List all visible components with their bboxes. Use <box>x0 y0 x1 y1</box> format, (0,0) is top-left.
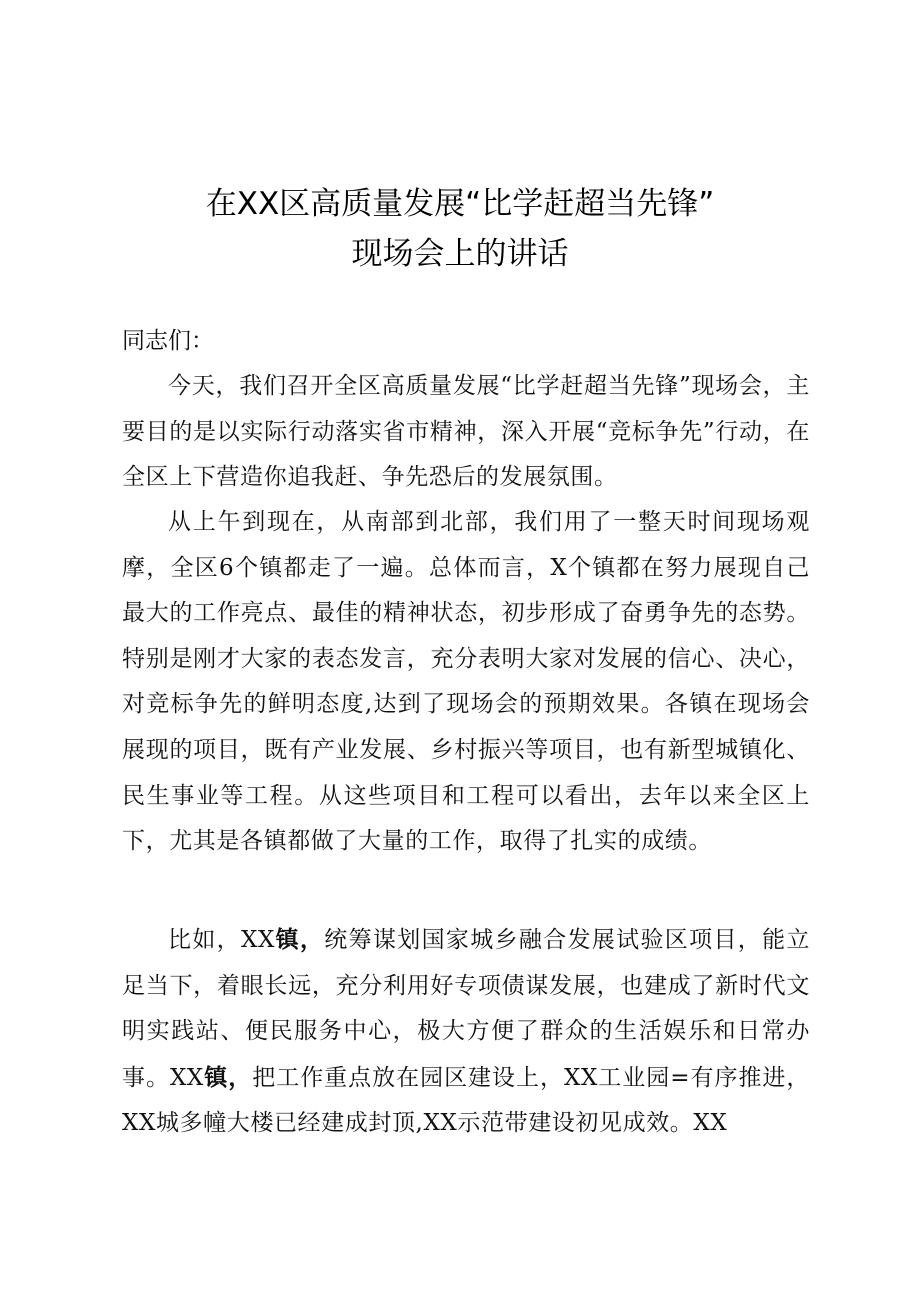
document-title-line-1: 在XX区高质量发展“比学赶超当先锋” <box>205 186 715 222</box>
paragraph-3-bold-town-1: 镇， <box>274 926 325 953</box>
salutation: 同志们： <box>122 328 214 354</box>
paragraph-3 <box>122 917 810 1147</box>
paragraph-3-text-3: 把工作重点放在园区建设上，XX工业园=有序推进，XX城多幢大楼已经建成封顶,XX示范带建设初见成效。XX <box>122 1064 810 1137</box>
paragraph-1: 今天，我们召开全区高质量发展“比学赶超当先锋”现场会，主要目的是以实际行动落实省市精神，深入开展“竞标争先”行动，在全区上下营造你追我赶、争先恐后的发展氛围。 <box>122 373 810 491</box>
paragraph-3-text-1: 比如，XX <box>168 927 275 953</box>
paragraph-3-text-2: 统筹谋划国家城乡融合发展试验区项目，能立足当下，着眼长远，充分利用好专项债谋发展，也建成了新时代文明实践站、便民服务中心，极大方便了群众的生活娱乐和日常办事。XX <box>122 927 811 1091</box>
document-title-line-2: 现场会上的讲话 <box>351 236 569 272</box>
paragraph-2: 从上午到现在，从南部到北部，我们用了一整天时间现场观摩，全区6个镇都走了一遍。总体而言，X个镇都在努力展现自己最大的工作亮点、最佳的精神状态，初步形成了奋勇争先的态势。特别是刚才大家的表态发言，充分表明大家对发展的信心、决心，对竞标争先的鲜明态度,达到了现场会的预期效果。各镇在现场会展现的项目，既有产业发展、乡村振兴等项目，也有新型城镇化、民生事业等工程。从这些项目和工程可以看出，去年以来全区上下，尤其是各镇都做了大量的工作，取得了扎实的成绩。 <box>122 509 810 855</box>
paragraph-3-bold-town-2: 镇， <box>203 1063 253 1091</box>
